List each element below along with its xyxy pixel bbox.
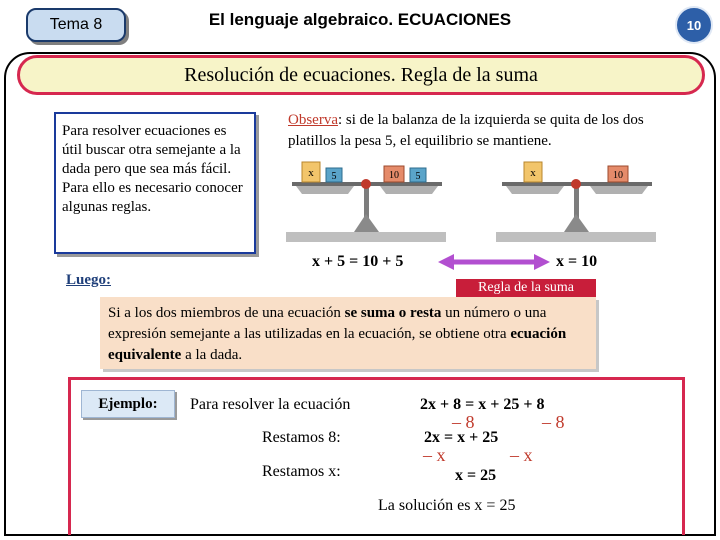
step1-subtract-left: – 8: [452, 412, 475, 432]
step2-subtract-left: – x: [423, 445, 446, 465]
balance-base: [286, 232, 446, 242]
equation-before: x + 5 = 10 + 5: [312, 253, 404, 270]
step1-label: Restamos 8:: [262, 429, 341, 446]
example-label: Ejemplo:: [81, 390, 175, 418]
left-pan: [506, 186, 564, 194]
intro-box: Para resolver ecuaciones es útil buscar otra semejante a la dada pero que sea más fácil. Para ello es necesario conocer algunas reglas.: [54, 112, 256, 254]
balance-foot: [354, 214, 379, 232]
step2-label: Restamos x:: [262, 463, 341, 480]
rule-emphasis: ecuación equivalente: [108, 326, 567, 363]
step1-subtract-right: – 8: [542, 412, 565, 432]
balance-illustration: [284, 158, 664, 248]
balance-pivot: [361, 179, 371, 189]
balance-base: [496, 232, 656, 242]
balance-pivot: [571, 179, 581, 189]
balance-foot: [564, 214, 589, 232]
tema-badge: Tema 8: [26, 8, 126, 42]
weight-label: 10: [613, 170, 623, 181]
rule-emphasis: se suma o resta: [344, 305, 442, 321]
left-pan: [296, 186, 354, 194]
rule-badge: Regla de la suma: [456, 279, 596, 297]
rule-text: a la dada.: [181, 347, 243, 363]
luego-label: Luego:: [66, 272, 111, 288]
example-intro: Para resolver la ecuación: [190, 396, 351, 413]
example-equation: 2x + 8 = x + 25 + 8: [420, 396, 545, 413]
observa-keyword: Observa: [288, 112, 338, 128]
weight-label: 10: [389, 170, 399, 181]
step2-subtract-right: – x: [510, 445, 533, 465]
weight-label: 5: [331, 171, 337, 182]
double-arrow-icon: [438, 252, 550, 272]
page-number-badge: 10: [675, 6, 713, 44]
weight-label: 5: [415, 171, 421, 182]
rule-text: Si a los dos miembros de una ecuación: [108, 305, 345, 321]
header-title: El lenguaje algebraico. ECUACIONES: [208, 10, 512, 29]
solution-text: La solución es x = 25: [378, 497, 516, 514]
step1-result: 2x = x + 25: [424, 429, 499, 446]
balance-left: [286, 162, 446, 242]
rule-text: un número o una expresión semejante a las utilizadas en la ecuación, se obtiene otra: [108, 305, 547, 342]
observa-paragraph: [288, 110, 688, 152]
right-pan: [380, 186, 438, 194]
rule-box: [100, 297, 596, 369]
observa-text: : si de la balanza de la izquierda se quita de los dos platillos la pesa 5, el equilibrio se mantiene.: [288, 112, 644, 149]
weight-label: x: [308, 167, 314, 179]
balance-right: [496, 162, 656, 242]
equation-after: x = 10: [556, 253, 598, 270]
right-pan: [590, 186, 648, 194]
step2-result: x = 25: [455, 467, 497, 484]
section-title: Resolución de ecuaciones. Regla de la suma: [17, 55, 705, 95]
weight-label: x: [530, 167, 536, 179]
